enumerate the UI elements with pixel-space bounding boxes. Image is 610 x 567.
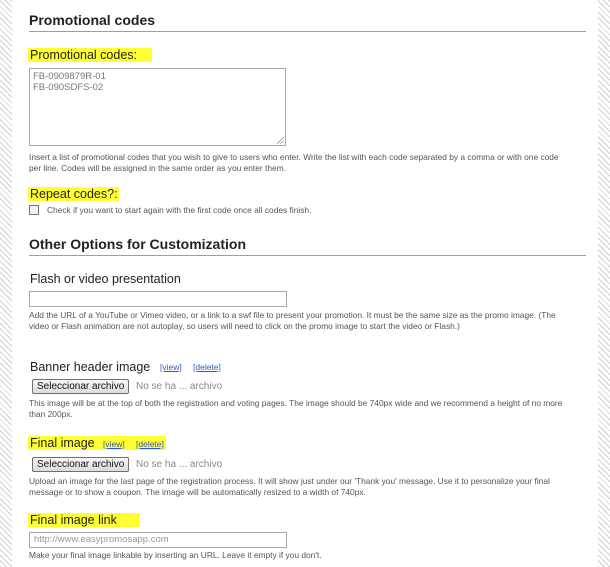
final-image-label: Final image bbox=[30, 436, 95, 450]
flash-video-input[interactable] bbox=[29, 291, 287, 307]
final-image-link-label: Final image link bbox=[30, 513, 117, 527]
banner-header-label: Banner header image bbox=[30, 360, 151, 374]
final-image-link-input[interactable]: http://www.easypromosapp.com bbox=[29, 532, 287, 548]
left-page-margin bbox=[0, 0, 12, 567]
promo-codes-textarea[interactable] bbox=[29, 68, 286, 146]
final-image-delete-link[interactable]: [delete] bbox=[136, 439, 164, 449]
banner-delete-link[interactable]: [delete] bbox=[193, 362, 221, 372]
section-title-promotional: Promotional codes bbox=[29, 12, 156, 28]
promo-code-line: FB-0909879R-01 bbox=[33, 71, 106, 82]
right-page-margin bbox=[598, 0, 610, 567]
final-image-view-link[interactable]: [view] bbox=[103, 439, 125, 449]
final-image-file-button[interactable]: Seleccionar archivo bbox=[32, 457, 129, 472]
final-image-file-status: No se ha ... archivo bbox=[136, 459, 223, 470]
repeat-codes-checkbox[interactable] bbox=[29, 205, 39, 215]
final-image-help: Upload an image for the last page of the registration process. It will show just under our 'Thank you' message. Use it to personalize your final message or to show a coupon. The image will be automatically resized to a width of 740px. bbox=[29, 476, 550, 497]
flash-video-label: Flash or video presentation bbox=[30, 272, 181, 286]
promo-codes-label: Promotional codes: bbox=[30, 48, 138, 62]
repeat-codes-help: Check if you want to start again with the first code once all codes finish. bbox=[47, 205, 312, 215]
resize-handle-icon[interactable] bbox=[277, 137, 284, 144]
banner-view-link[interactable]: [view] bbox=[160, 362, 182, 372]
section-title-customization: Other Options for Customization bbox=[29, 236, 246, 252]
flash-video-help: Add the URL of a YouTube or Vimeo video, or a link to a swf file to present your promotion. It must be the same size as the promo image. (The video or Flash animation are not autoplay, so users will need to click on the promo image to start the video or Flash.) bbox=[29, 310, 556, 331]
banner-file-status: No se ha ... archivo bbox=[136, 381, 223, 392]
banner-header-help: This image will be at the top of both the registration and voting pages. The image should be 740px wide and we recommend a height of no more than 200px. bbox=[29, 398, 563, 419]
settings-panel bbox=[12, 0, 598, 567]
banner-file-button[interactable]: Seleccionar archivo bbox=[32, 379, 129, 394]
final-image-link-help: Make your final image linkable by inserting an URL. Leave it empty if you don't. bbox=[29, 550, 322, 560]
section-divider bbox=[29, 255, 586, 256]
promo-code-line: FB-090SDFS-02 bbox=[33, 82, 104, 93]
repeat-codes-label: Repeat codes?: bbox=[30, 187, 118, 201]
promo-codes-help: Insert a list of promotional codes that you wish to give to users who enter. Write the list with each code separated by a comma or with one code per line. Codes will be assigned in the same order as you enter them. bbox=[29, 152, 559, 173]
section-divider bbox=[29, 31, 586, 32]
